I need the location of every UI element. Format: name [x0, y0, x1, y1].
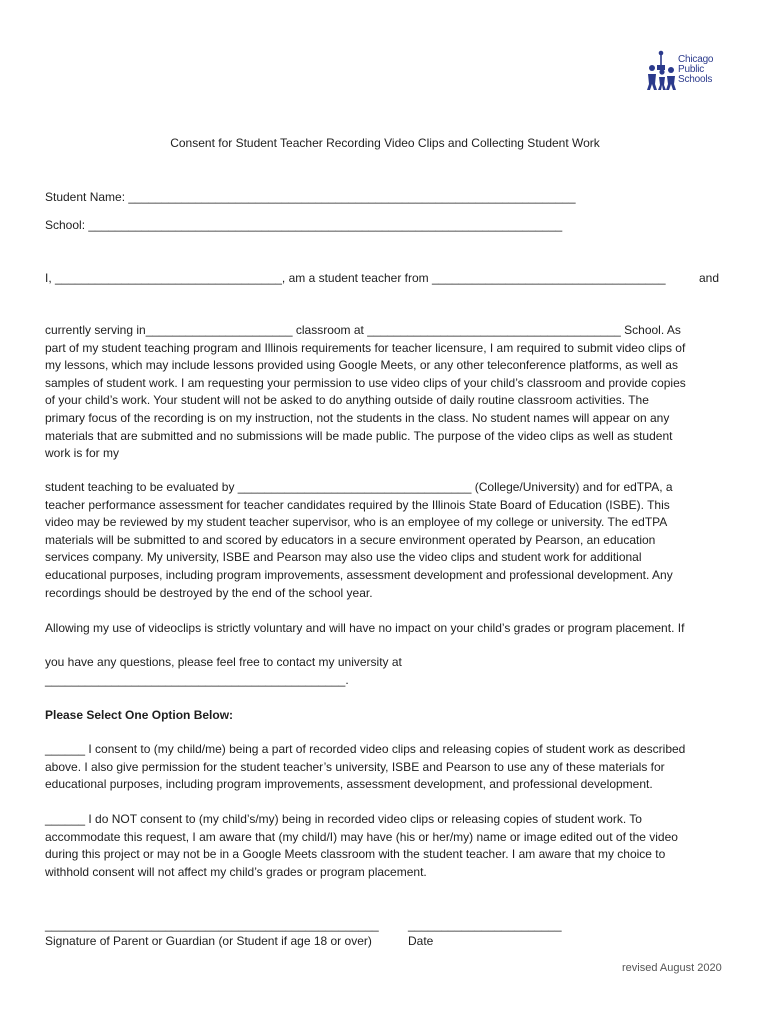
- evaluation-paragraph: student teaching to be evaluated by ___________________________________ (College/University) and for edTPA, a teacher performance assessment for teacher candidates required by the Illinois State Board of Education (ISBE). This video may be reviewed by my student teacher supervisor, who is an employee of my college or university. The edTPA materials will be submitted to and scored by educators in a secure environment operated by Pearson, an education services company. My university, ISBE and Pearson may also use the video clips and student work for additional educational purposes, including program improvements, assessment development and professional development. Any recordings should be destroyed by the end of the school year.: [45, 480, 673, 600]
- contact-paragraph: you have any questions, please feel free to contact my university at _____________________________________________.: [45, 655, 402, 687]
- options-heading: Please Select One Option Below:: [45, 708, 234, 722]
- voluntary-paragraph: Allowing my use of videoclips is strictly voluntary and will have no impact on your child’s grades or program placement. If: [45, 621, 685, 635]
- purpose-paragraph: currently serving in______________________ classroom at ______________________________________ School. As part of my student teaching program and Illinois requirements for teacher licensure, I am required to submit video clips of my lessons, which may include lessons provided using Google Meets, or any other teleconference platforms, as well as samples of student work. I am requesting your permission to use video clips of your child’s classroom and provide copies of your child’s work. Your student will not be asked to do anything outside of daily routine classroom activities. The primary focus of the recording is on my instruction, not the students in the class. No student names will appear on any materials that are submitted and no submissions will be made public. The purpose of the video clips as well as student work is for my: [45, 323, 686, 461]
- logo-text-chicago: Chicago: [678, 54, 714, 65]
- student-name-field[interactable]: Student Name: ___________________________________________________________________: [45, 190, 576, 204]
- chicago-public-schools-logo: [644, 50, 734, 90]
- signature-line[interactable]: __________________________________________________: [45, 918, 379, 932]
- logo-text-public: Public: [678, 64, 705, 75]
- form-title: Consent for Student Teacher Recording Video Clips and Collecting Student Work: [170, 136, 600, 150]
- consent-option[interactable]: ______ I consent to (my child/me) being a part of recorded video clips and releasing copies of student work as described above. I also give permission for the student teacher’s university, ISBE and Pearson to use any of these materials for educational purposes, including program improvements, assessment development, and professional development.: [45, 742, 686, 792]
- date-label: Date: [408, 934, 434, 948]
- intro-line-and: and: [699, 271, 720, 285]
- date-line[interactable]: _______________________: [408, 918, 562, 932]
- signature-label: Signature of Parent or Guardian (or Student if age 18 or over): [45, 934, 372, 948]
- intro-line[interactable]: I, __________________________________, am a student teacher from ___________________________________: [45, 271, 666, 285]
- revision-note: revised August 2020: [622, 962, 722, 974]
- logo-text-schools: Schools: [678, 74, 713, 85]
- school-children-icon: [644, 50, 678, 90]
- no-consent-option[interactable]: ______ I do NOT consent to (my child’s/my) being in recorded video clips or releasing copies of student work. To accommodate this request, I am aware that (my child/I) may have (his or her/my) name or image edited out of the video during this project or may not be in a Google Meets classroom with the student teacher. I am aware that my choice to withhold consent will not affect my child’s grades or program placement.: [45, 812, 678, 879]
- school-field[interactable]: School: _______________________________________________________________________: [45, 218, 563, 232]
